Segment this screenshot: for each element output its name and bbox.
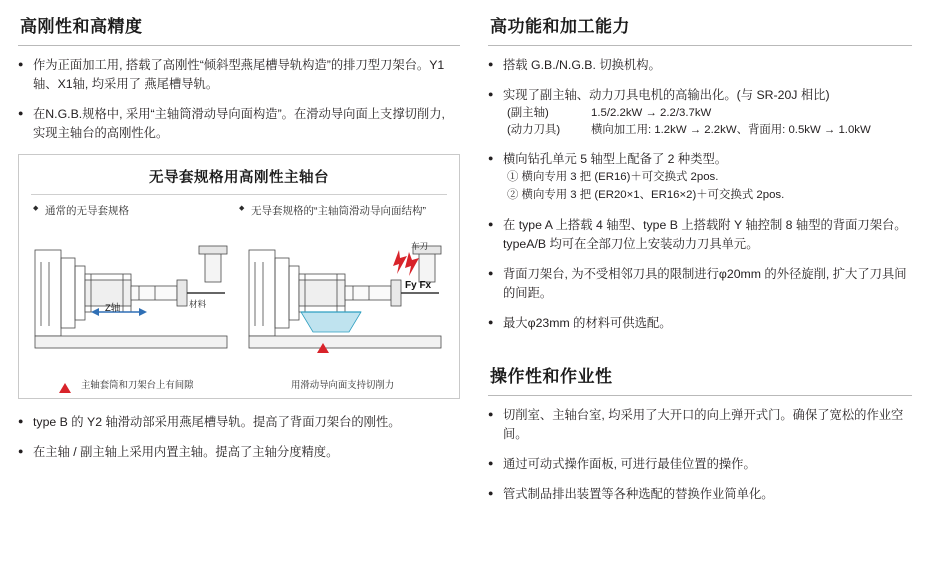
- list-item-text: 最大φ23mm 的材料可供选配。: [503, 315, 672, 330]
- force-label: Fy Fx: [405, 280, 432, 292]
- list-item-subline: [503, 122, 912, 139]
- sub-value: 1.5/2.2kW → 2.2/3.7kW: [591, 107, 712, 120]
- page-title-right-2: 操作性和作业性: [490, 366, 613, 386]
- list-item: ● 在N.G.B.规格中, 采用“主轴筒滑动导向面构造”。在滑动导向面上支撑切削力, 实现主轴台的高刚性化。: [18, 105, 460, 143]
- list-item-text: 实现了副主轴、动力刀具电机的高输出化。(与 SR-20J 相比): [503, 88, 830, 103]
- list-item-text: 横向钻孔单元 5 轴型上配备了 2 种类型。: [503, 152, 728, 167]
- list-item-text: 背面刀架台, 为不受相邻刀具的限制进行φ20mm 的外径旋削, 扩大了刀具间的间距。: [503, 266, 907, 300]
- marker-triangle-right: [317, 343, 329, 353]
- list-item: [488, 216, 912, 254]
- figure-title-divider: [31, 194, 447, 195]
- list-item: [488, 314, 912, 333]
- figure-title: 无导套规格用高刚性主轴台: [149, 170, 329, 187]
- list-item: [488, 150, 912, 204]
- list-item: ● 通过可动式操作面板, 可进行最佳位置的操作。: [488, 455, 912, 474]
- divider-right-1: [488, 45, 912, 46]
- spacer: [488, 344, 912, 358]
- z-axis-label: Z轴: [105, 303, 121, 315]
- divider-right-2: [488, 395, 912, 396]
- right-bullet-list-2: [488, 406, 912, 504]
- list-item: [488, 265, 912, 303]
- left-bullet-list-2: [18, 413, 460, 462]
- list-item: ● 切削室、主轴台室, 均采用了大开口的向上弹开式门。确保了宽松的作业空间。: [488, 406, 912, 444]
- material-label: 材料: [189, 299, 207, 310]
- sub-label: (动力刀具): [507, 124, 561, 137]
- figure-canvas: [29, 222, 449, 397]
- figure-diagram: [29, 222, 449, 394]
- page-title-right: 高功能和加工能力: [490, 17, 630, 36]
- left-column: [18, 8, 460, 576]
- list-item: ● type B 的 Y2 轴滑动部采用燕尾槽导轨。提高了背面刀架台的刚性。: [18, 413, 460, 432]
- figure-subhead-right: ◆ 无导套规格的“主轴筒滑动导向面结构”: [239, 203, 445, 218]
- figure-subheads: [29, 203, 449, 218]
- marker-triangle-left: [59, 383, 71, 393]
- right-column: [488, 8, 912, 576]
- list-item-numbered: ① 横向专用 3 把 (ER16)＋可交换式 2pos.: [507, 171, 719, 184]
- figure-caption-right: 用滑动导向面支持切削力: [291, 379, 395, 391]
- left-bullet-list: [18, 56, 460, 143]
- list-item-text: 在 type A 上搭载 4 轴型、type B 上搭载附 Y 轴控制 8 轴型的背面刀架台。typeA/B 均可在全部刀位上安装动力刀具单元。: [503, 217, 907, 251]
- figure-subhead-left: ◆ 通常的无导套规格: [33, 203, 239, 218]
- figure-caption-left: 主轴套筒和刀架台上有间隙: [81, 379, 194, 391]
- figure-spindle-stock: [18, 154, 460, 399]
- tool-label: 车刀: [411, 241, 429, 252]
- list-item-subline: [503, 105, 912, 122]
- list-item: ● 作为正面加工用, 搭载了高刚性“倾斜型燕尾槽导轨构造”的排刀型刀架台。Y1轴、X1轴, 均采用了 燕尾槽导轨。: [18, 56, 460, 94]
- sub-value: 横向加工用: 1.2kW → 2.2kW、背面用: 0.5kW → 1.0kW: [591, 124, 871, 137]
- list-item-numbered: ② 横向专用 3 把 (ER20×1、ER16×2)＋可交换式 2pos.: [507, 189, 785, 202]
- list-item: ● 管式制品排出装置等各种选配的替换作业简单化。: [488, 485, 912, 504]
- list-item: ● 在主轴 / 副主轴上采用内置主轴。提高了主轴分度精度。: [18, 443, 460, 462]
- right-bullet-list: [488, 56, 912, 333]
- list-item-text: 搭载 G.B./N.G.B. 切换机构。: [503, 58, 661, 72]
- list-item: [488, 56, 912, 75]
- list-item: [488, 86, 912, 139]
- sub-label: (副主轴): [507, 107, 549, 120]
- divider-left-1: [18, 45, 460, 46]
- page-title-left: 高刚性和高精度: [20, 17, 143, 36]
